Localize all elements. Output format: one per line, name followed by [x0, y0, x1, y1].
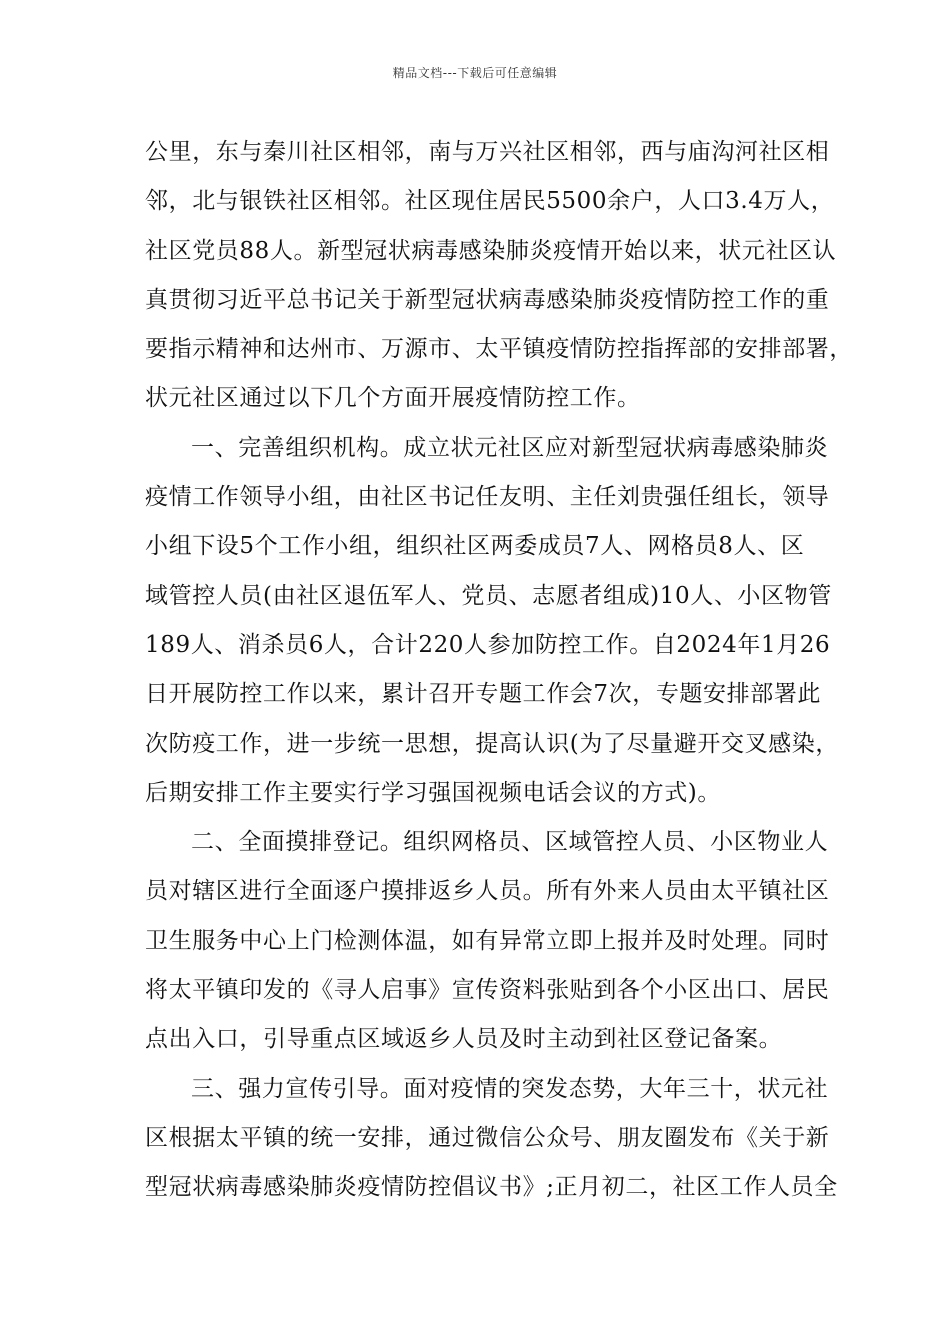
text-line: 次防疫工作，进一步统一思想，提高认识(为了尽量避开交叉感染，	[145, 730, 839, 757]
page-header: 精品文档---下载后可任意编辑	[392, 66, 558, 80]
text-line: 疫情工作领导小组，由社区书记任友明、主任刘贵强任组长，领导	[145, 484, 830, 511]
text-line: 点出入口，引导重点区域返乡人员及时主动到社区登记备案。	[145, 1026, 783, 1053]
text-line: 员对辖区进行全面逐户摸排返乡人员。所有外来人员由太平镇社区	[145, 878, 830, 905]
text-line: 二、全面摸排登记。组织网格员、区域管控人员、小区物业人	[191, 829, 829, 856]
text-line: 状元社区通过以下几个方面开展疫情防控工作。	[145, 385, 641, 412]
text-line: 189人、消杀员6人，合计220人参加防控工作。自2024年1月26	[145, 631, 831, 658]
text-line: 卫生服务中心上门检测体温，如有异常立即上报并及时处理。同时	[145, 927, 830, 954]
text-line: 一、完善组织机构。成立状元社区应对新型冠状病毒感染肺炎	[191, 434, 829, 461]
text-line: 型冠状病毒感染肺炎疫情防控倡议书》;正月初二，社区工作人员全	[145, 1174, 838, 1201]
text-line: 区根据太平镇的统一安排，通过微信公众号、朋友圈发布《关于新	[145, 1124, 830, 1151]
text-line: 邻，北与银铁社区相邻。社区现住居民5500余户，人口3.4万人，	[145, 188, 835, 215]
text-line: 要指示精神和达州市、万源市、太平镇疫情防控指挥部的安排部署，	[145, 336, 853, 363]
text-line: 小组下设5个工作小组，组织社区两委成员7人、网格员8人、区	[145, 533, 805, 560]
text-line: 公里，东与秦川社区相邻，南与万兴社区相邻，西与庙沟河社区相	[145, 139, 830, 165]
document-body	[145, 128, 853, 1213]
text-line: 域管控人员(由社区退伍军人、党员、志愿者组成)10人、小区物管	[145, 582, 832, 609]
text-line: 将太平镇印发的《寻人启事》宣传资料张贴到各个小区出口、居民	[145, 977, 830, 1004]
text-line: 社区党员88人。新型冠状病毒感染肺炎疫情开始以来，状元社区认	[145, 237, 837, 264]
text-line: 三、强力宣传引导。面对疫情的突发态势，大年三十，状元社	[191, 1075, 829, 1102]
text-line: 日开展防控工作以来，累计召开专题工作会7次，专题安排部署此	[145, 681, 822, 708]
text-line: 真贯彻习近平总书记关于新型冠状病毒感染肺炎疫情防控工作的重	[145, 286, 830, 313]
text-line: 后期安排工作主要实行学习强国视频电话会议的方式)。	[145, 779, 721, 806]
